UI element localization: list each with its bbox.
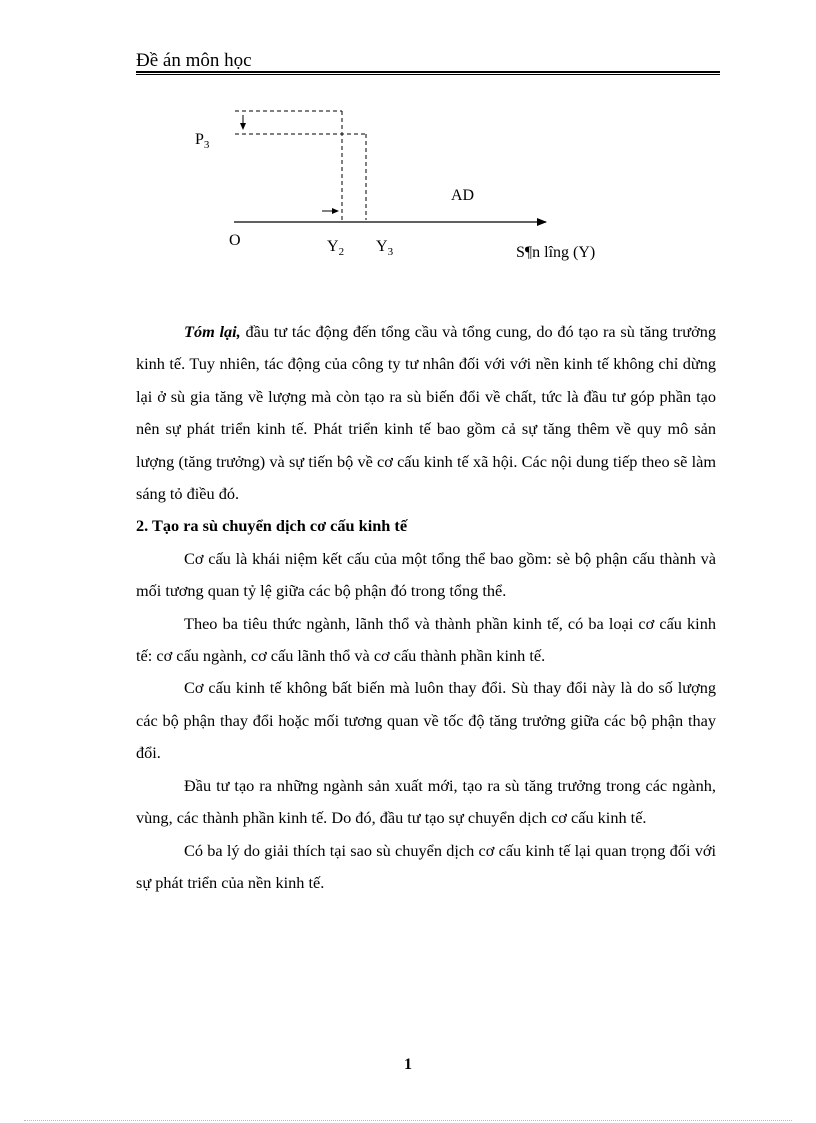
summary-text: đầu tư tác động đến tổng cầu và tổng cung, do đó tạo ra sù tăng trưởng kinh tế. Tuy nhiên, tác động của công ty tư nhân đối với với nền kinh tế không chỉ dừng lại ở sù gia tăng về lượng mà còn tạo ra sù biến đổi về chất, tức là đầu tư góp phần tạo nên sự phát triển kinh tế. Phát triển kinh tế bao gồm cả sự tăng thêm về quy mô sản lượng (tăng trưởng) và sự tiến bộ về cơ cấu kinh tế xã hội. Các nội dung tiếp theo sẽ làm sáng tỏ điều đó. xyxy=(136,322,717,504)
page-number: 1 xyxy=(404,1056,412,1073)
x-axis-label: S¶n lîng (Y) xyxy=(516,244,596,261)
header-title: Đề án môn học xyxy=(136,50,252,71)
p3-label: $P_3$ xyxy=(195,131,210,151)
body-text xyxy=(136,316,716,899)
paragraph-reasons: Có ba lý do giải thích tại sao sù chuyển dịch cơ cấu kinh tế lại quan trọng đối với sự phát triển của nền kinh tế. xyxy=(136,840,716,892)
origin-label: O xyxy=(229,232,241,249)
ad-diagram xyxy=(0,0,816,300)
paragraph-summary xyxy=(136,316,716,510)
paragraph-structure-types: Theo ba tiêu thức ngành, lãnh thổ và thành phần kinh tế, có ba loại cơ cấu kinh tế: cơ cấu ngành, cơ cấu lãnh thổ và cơ cấu thành phần kinh tế. xyxy=(136,613,716,666)
paragraph-investment-effect: Đầu tư tạo ra những ngành sản xuất mới, tạo ra sù tăng trưởng trong các ngành, vùng, các thành phần kinh tế. Do đó, đầu tư tạo sự chuyển dịch cơ cấu kinh tế. xyxy=(136,775,716,828)
ad-label: AD xyxy=(451,187,475,204)
paragraph-structure-change: Cơ cấu kinh tế không bất biến mà luôn thay đổi. Sù thay đổi này là do số lượng các bộ phận thay đổi hoặc mối tương quan về tốc độ tăng trưởng giữa các bộ phận thay đổi. xyxy=(136,678,716,763)
paragraph-structure-definition: Cơ cấu là khái niệm kết cấu của một tổng thể bao gồm: sè bộ phận cấu thành và mối tương quan tỷ lệ giữa các bộ phận đó trong tổng thể. xyxy=(136,548,716,601)
summary-lead: Tóm lại, xyxy=(184,322,241,341)
section-heading: 2. Tạo ra sù chuyển dịch cơ cấu kinh tế xyxy=(136,516,408,536)
footer-rule xyxy=(24,1120,792,1121)
y3-label: $Y_3$ xyxy=(376,238,394,258)
diagram-lines xyxy=(0,0,816,300)
y2-label: $Y_2$ xyxy=(327,238,345,258)
